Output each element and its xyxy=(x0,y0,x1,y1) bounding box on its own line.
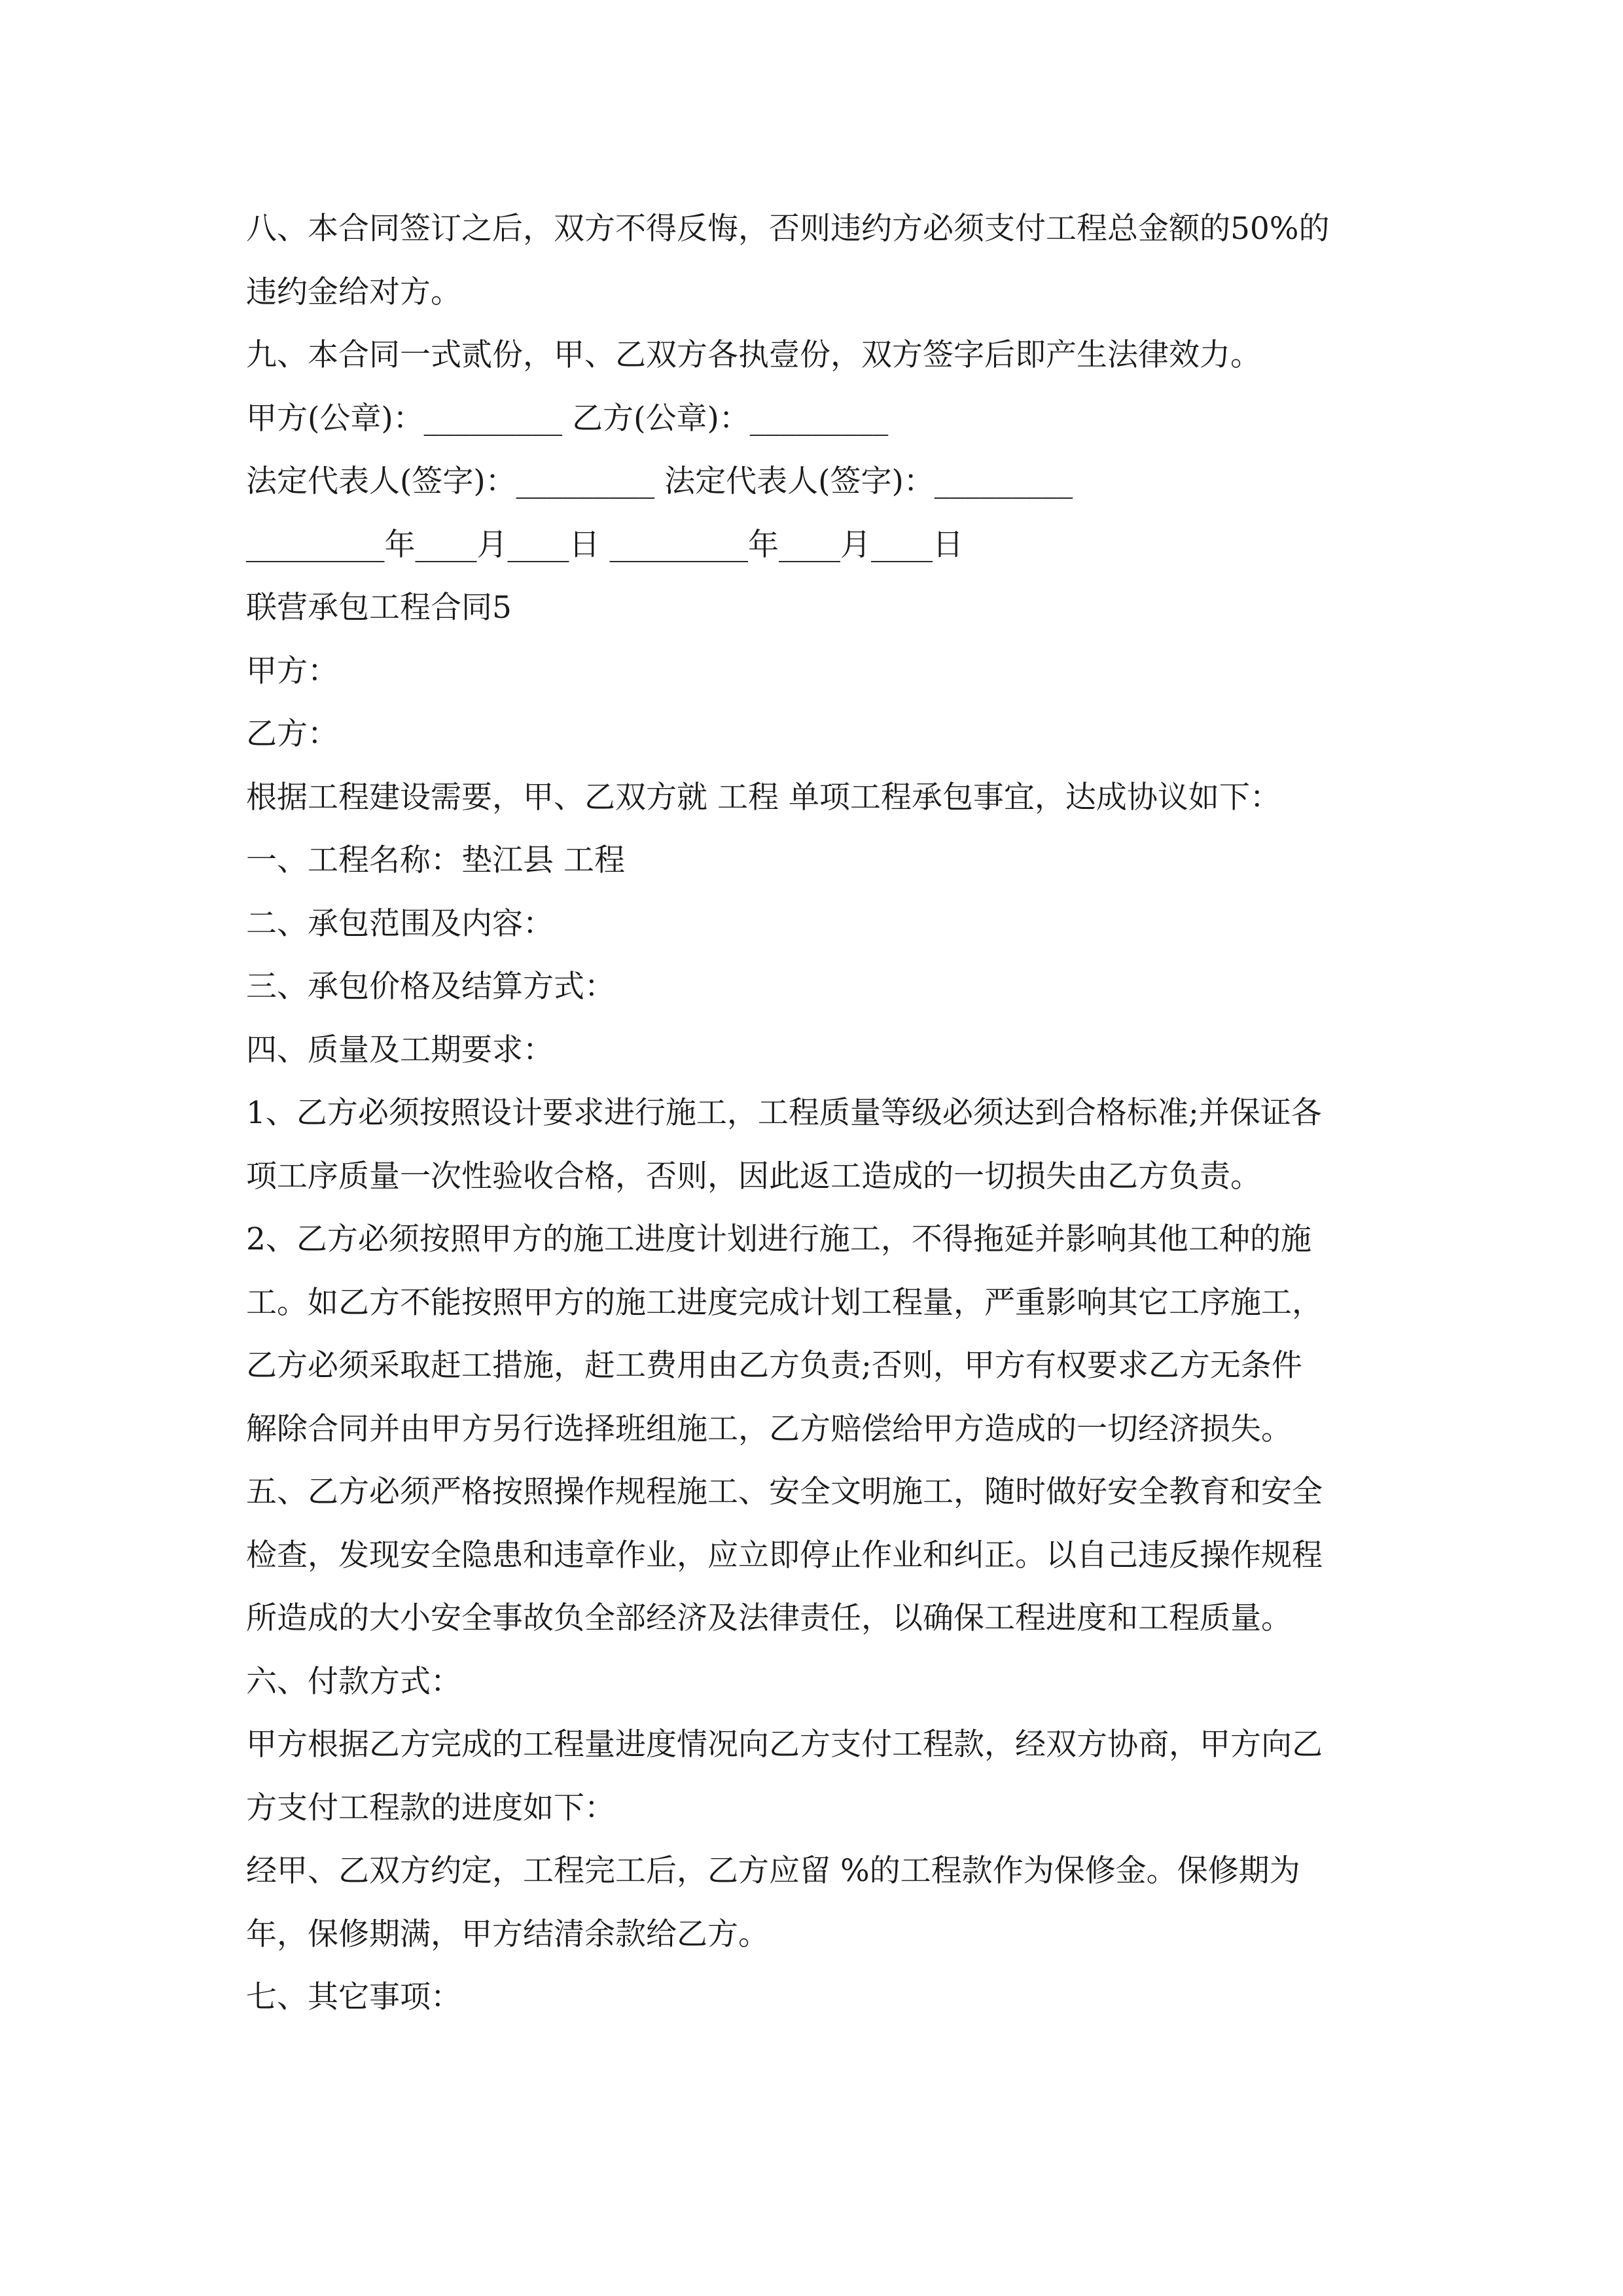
clause-4-1-line-1: 1、乙方必须按照设计要求进行施工，工程质量等级必须达到合格标准;并保证各 xyxy=(246,1095,1322,1131)
clause-1: 一、工程名称：垫江县 工程 xyxy=(246,842,625,878)
party-seal-line: 甲方(公章)：_________ 乙方(公章)：_________ xyxy=(246,401,889,437)
clause-5-line-2: 检查，发现安全隐患和违章作业，应立即停止作业和纠正。以自己违反操作规程 xyxy=(246,1537,1323,1573)
party-a-label: 甲方： xyxy=(246,653,338,689)
clause-9: 九、本合同一式贰份，甲、乙双方各执壹份，双方签字后即产生法律效力。 xyxy=(246,337,1261,373)
clause-2: 二、承包范围及内容： xyxy=(246,906,554,942)
clause-4-2-line-1: 2、乙方必须按照甲方的施工进度计划进行施工，不得拖延并影响其他工种的施 xyxy=(246,1221,1311,1257)
clause-4-1-line-2: 项工序质量一次性验收合格，否则，因此返工造成的一切损失由乙方负责。 xyxy=(246,1158,1261,1194)
clause-5-line-1: 五、乙方必须严格按照操作规程施工、安全文明施工，随时做好安全教育和安全 xyxy=(246,1474,1323,1510)
contract-title: 联营承包工程合同5 xyxy=(246,590,512,626)
date-line: _________年____月____日 _________年____月____日 xyxy=(246,527,963,563)
clause-6: 六、付款方式： xyxy=(246,1664,461,1700)
party-b-label: 乙方： xyxy=(246,716,338,752)
preamble: 根据工程建设需要，甲、乙双方就 工程 单项工程承包事宜，达成协议如下： xyxy=(246,780,1281,816)
clause-8-line-2: 违约金给对方。 xyxy=(246,274,461,310)
legal-rep-signature-line: 法定代表人(签字)：_________ 法定代表人(签字)：_________ xyxy=(246,463,1073,499)
clause-5-line-3: 所造成的大小安全事故负全部经济及法律责任，以确保工程进度和工程质量。 xyxy=(246,1600,1292,1636)
clause-6-line-2: 方支付工程款的进度如下： xyxy=(246,1790,615,1826)
clause-8-line-1: 八、本合同签订之后，双方不得反悔，否则违约方必须支付工程总金额的50%的 xyxy=(246,211,1330,247)
clause-4-2-line-3: 乙方必须采取赶工措施，赶工费用由乙方负责;否则，甲方有权要求乙方无条件 xyxy=(246,1348,1302,1384)
clause-6-line-4: 年，保修期满，甲方结清余款给乙方。 xyxy=(246,1916,769,1952)
clause-7: 七、其它事项： xyxy=(246,1979,461,2015)
clause-4-2-line-2: 工。如乙方不能按照甲方的施工进度完成计划工程量，严重影响其它工序施工， xyxy=(246,1285,1323,1321)
clause-4: 四、质量及工期要求： xyxy=(246,1032,554,1068)
clause-6-line-1: 甲方根据乙方完成的工程量进度情况向乙方支付工程款，经双方协商，甲方向乙 xyxy=(246,1727,1323,1763)
clause-6-line-3: 经甲、乙双方约定，工程完工后，乙方应留 %的工程款作为保修金。保修期为 xyxy=(246,1853,1300,1889)
clause-4-2-line-4: 解除合同并由甲方另行选择班组施工，乙方赔偿给甲方造成的一切经济损失。 xyxy=(246,1411,1292,1447)
clause-3: 三、承包价格及结算方式： xyxy=(246,969,615,1005)
